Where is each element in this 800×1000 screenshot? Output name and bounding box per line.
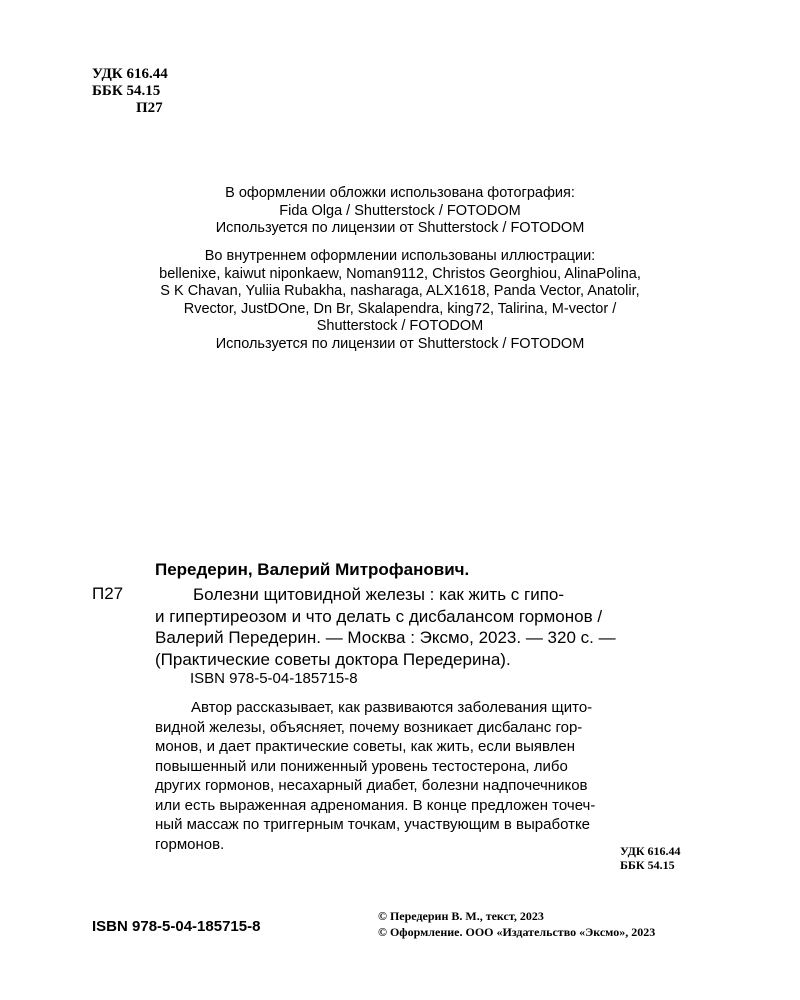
udk-code: УДК 616.44 (92, 66, 168, 82)
footer-isbn: ISBN 978-5-04-185715-8 (92, 918, 261, 935)
annotation-line: видной железы, объясняет, почему возникает дисбаланс гор- (155, 718, 583, 736)
description-line: Болезни щитовидной железы : как жить с гипо- (193, 585, 565, 604)
inner-credit-line: Используется по лицензии от Shutterstock / FOTODOM (215, 335, 585, 352)
annotation-line: монов, и дает практические советы, как жить, если выявлен (155, 738, 576, 755)
cover-credit-line: В оформлении обложки использована фотография: (225, 185, 575, 201)
description-line: и гипертиреозом и что делать с дисбалансом гормонов / (155, 606, 603, 626)
inner-illustration-credits (0, 248, 800, 353)
annotation-line: повышенный или пониженный уровень тестостерона, либо (155, 757, 568, 775)
annotation (155, 698, 710, 854)
footer-udk-code: УДК 616.44 (620, 844, 681, 858)
description-line: Валерий Передерин. — Москва : Эксмо, 2023. — 320 с. — (155, 628, 616, 647)
bibliographic-description (155, 584, 710, 670)
inner-credit-line: bellenixe, kaiwut niponkaew, Noman9112, Christos Georghiou, AlinaPolina, (159, 265, 641, 282)
annotation-line: других гормонов, несахарный диабет, болезни надпочечников (155, 777, 588, 794)
description-line: (Практические советы доктора Передерина). (155, 649, 511, 669)
inner-credit-line: Shutterstock / FOTODOM (316, 318, 484, 334)
author-sign: П27 (136, 100, 163, 116)
inner-credit-line: Rvector, JustDOne, Dn Br, Skalapendra, king72, Talirina, M-vector / (183, 300, 617, 317)
inner-credit-line: S K Chavan, Yuliia Rubakha, nasharaga, ALX1618, Panda Vector, Anatolir, (160, 283, 640, 299)
header-classification-codes (92, 66, 168, 117)
cover-credits (0, 185, 800, 238)
annotation-line: ный массаж по триггерным точкам, участвующим в выработке (155, 816, 591, 833)
footer-classification-codes (620, 844, 681, 872)
footer-bbk-code: ББК 54.15 (620, 858, 675, 872)
cover-credit-line: Fida Olga / Shutterstock / FOTODOM (279, 202, 521, 219)
annotation-line: гормонов. (155, 835, 225, 853)
bbk-code: ББК 54.15 (92, 83, 161, 99)
cover-credit-line: Используется по лицензии от Shutterstock / FOTODOM (215, 220, 585, 236)
author-heading: Передерин, Валерий Митрофанович. (155, 560, 470, 579)
bibliographic-author-sign: П27 (92, 584, 124, 603)
annotation-line: или есть выраженная адреномания. В конце предложен точеч- (155, 796, 596, 814)
copyright-notice (378, 908, 655, 940)
annotation-line: Автор рассказывает, как развиваются заболевания щито- (191, 699, 593, 716)
copyright-line: © Передерин В. М., текст, 2023 (378, 909, 544, 923)
bibliographic-isbn: ISBN 978-5-04-185715-8 (190, 670, 358, 687)
inner-credit-line: Во внутреннем оформлении использованы иллюстрации: (204, 248, 596, 264)
copyright-line: © Оформление. ООО «Издательство «Эксмо», 2023 (378, 925, 656, 939)
